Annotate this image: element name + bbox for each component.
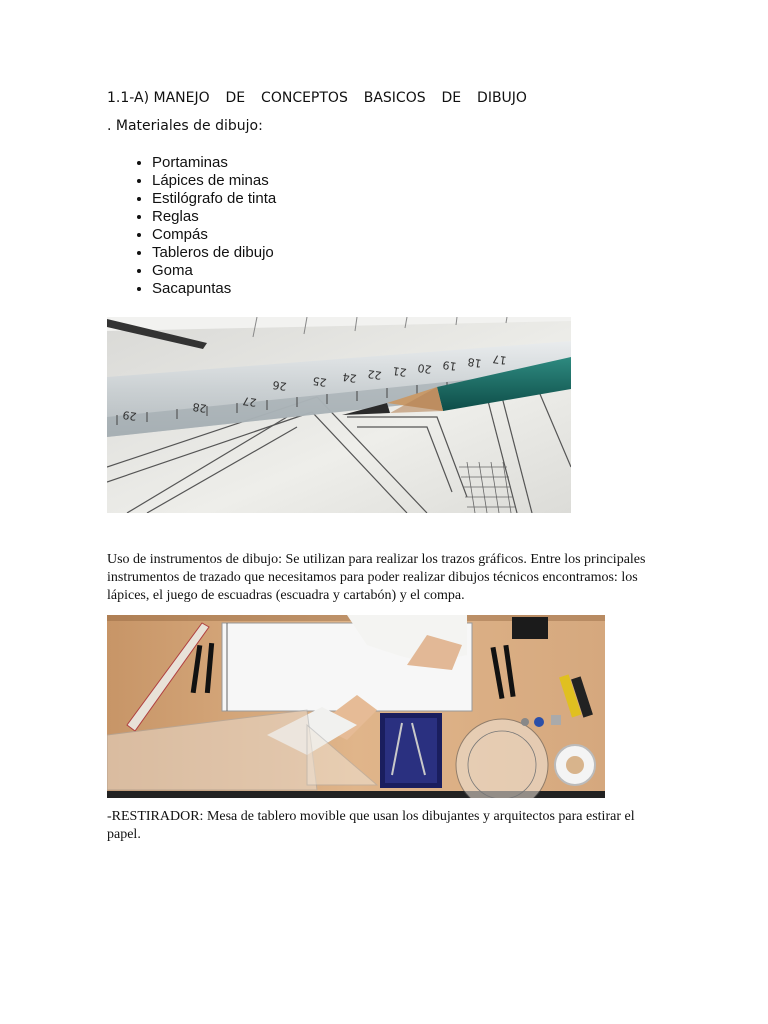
list-item: • Reglas bbox=[152, 208, 276, 226]
compass-set bbox=[380, 713, 442, 788]
list-item: • Portaminas bbox=[152, 154, 276, 172]
ruler-number: 22 bbox=[366, 367, 383, 382]
ruler-number: 18 bbox=[466, 355, 483, 370]
heading-word: CONCEPTOS bbox=[261, 90, 348, 106]
restirador-paragraph: -RESTIRADOR: Mesa de tablero movible que usan los dibujantes y arquitectos para estirar el papel. bbox=[107, 809, 635, 842]
list-item: • Goma bbox=[152, 262, 276, 280]
list-item: • Lápices de minas bbox=[152, 172, 276, 190]
list-item: • Compás bbox=[152, 226, 276, 244]
heading-word: DIBUJO bbox=[477, 90, 527, 106]
ruler-number: 21 bbox=[391, 364, 408, 379]
ruler-number: 20 bbox=[416, 361, 433, 376]
ruler-number: 17 bbox=[491, 352, 508, 367]
ruler-number: 25 bbox=[311, 374, 328, 389]
ruler-number: 28 bbox=[191, 400, 208, 415]
heading-word: 1.1-A) MANEJO bbox=[107, 90, 210, 106]
drawing-instruments-photo bbox=[107, 615, 605, 798]
ruler-pencil-photo bbox=[107, 317, 571, 513]
page-heading bbox=[107, 90, 527, 106]
heading-word: DE bbox=[225, 90, 246, 106]
section-subheading: . Materiales de dibujo: bbox=[107, 118, 263, 134]
ruler-number: 26 bbox=[271, 378, 288, 393]
heading-word: BASICOS bbox=[363, 90, 426, 106]
ruler-number: 19 bbox=[441, 358, 458, 373]
heading-word: DE bbox=[441, 90, 462, 106]
ruler-number: 29 bbox=[121, 408, 138, 423]
list-item: • Sacapuntas bbox=[152, 280, 276, 298]
desk-instruments-illustration bbox=[107, 615, 605, 798]
ruler-number: 24 bbox=[341, 370, 358, 385]
instruments-paragraph: Uso de instrumentos de dibujo: Se utilizan para realizar los trazos gráficos. Entre los principales instrumentos de trazado que necesitamos para poder realizar dibujos técnicos encontramos: los lápices, el juego de escuadras (escuadra y cartabón) y el compa. bbox=[107, 552, 646, 603]
list-item: • Tableros de dibujo bbox=[152, 244, 276, 262]
materials-list bbox=[107, 154, 276, 298]
ruler-pencil-illustration bbox=[107, 317, 571, 513]
list-item: • Estilógrafo de tinta bbox=[152, 190, 276, 208]
ruler-number: 27 bbox=[241, 394, 258, 409]
